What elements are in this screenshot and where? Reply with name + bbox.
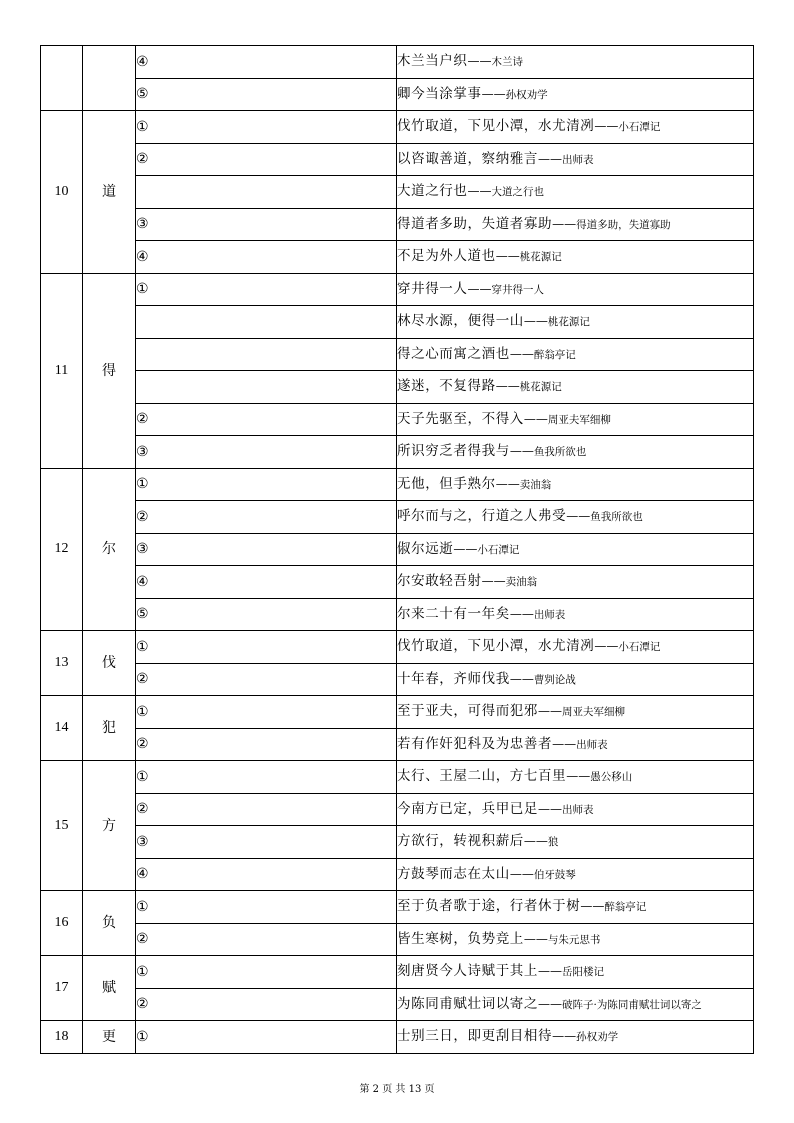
source-separator: —— (594, 119, 619, 134)
example-source: 鱼我所欲也 (533, 446, 587, 459)
source-separator: —— (467, 281, 492, 296)
table-row (41, 826, 754, 859)
source-separator: —— (523, 931, 548, 946)
example-source: 出师表 (562, 803, 594, 816)
table-row (41, 436, 754, 469)
example-sentence: 无他，但手熟尔 (397, 475, 496, 492)
example-sentence: 士别三日，即更刮目相待 (397, 1028, 553, 1045)
example-source: 小石潭记 (477, 543, 520, 556)
meaning-number: ④ (136, 566, 397, 599)
source-separator: —— (538, 704, 562, 719)
example-sentence: 得道者多助，失道者寡助 (397, 215, 553, 232)
example-source: 出师表 (562, 153, 594, 166)
table-row (41, 306, 754, 339)
meaning-number: ① (136, 891, 397, 924)
table-row (41, 501, 754, 534)
source-separator: —— (509, 606, 534, 621)
example-cell (397, 468, 754, 501)
source-separator: —— (580, 899, 605, 914)
example-source: 伯牙鼓琴 (533, 868, 576, 881)
example-cell (397, 273, 754, 306)
source-separator: —— (538, 801, 562, 816)
example-cell (397, 631, 754, 664)
example-sentence: 不足为外人道也 (397, 248, 496, 265)
example-source: 桃花源记 (547, 316, 590, 329)
example-sentence: 为陈同甫赋壮词以寄之 (397, 995, 538, 1012)
example-cell (397, 371, 754, 404)
meaning-number: ① (136, 956, 397, 989)
source-separator: —— (552, 216, 577, 231)
table-row (41, 338, 754, 371)
example-sentence: 穿井得一人 (397, 280, 468, 297)
example-sentence: 至于亚夫，可得而犯邪 (397, 703, 538, 720)
table-row (41, 631, 754, 664)
meaning-number (136, 306, 397, 339)
meaning-number: ④ (136, 46, 397, 79)
table-row (41, 956, 754, 989)
entry-number: 13 (41, 631, 83, 696)
example-cell (397, 78, 754, 111)
example-cell (397, 403, 754, 436)
table-row (41, 241, 754, 274)
example-source: 木兰诗 (491, 56, 523, 69)
example-cell (397, 338, 754, 371)
example-cell (397, 306, 754, 339)
example-cell (397, 761, 754, 794)
example-cell (397, 566, 754, 599)
source-separator: —— (495, 249, 520, 264)
example-source: 小石潭记 (618, 121, 661, 134)
example-sentence: 木兰当户织 (397, 53, 468, 70)
example-cell (397, 858, 754, 891)
example-source: 愚公移山 (590, 771, 633, 784)
example-source: 小石潭记 (618, 641, 661, 654)
table-row (41, 988, 754, 1021)
entry-character: 更 (83, 1021, 136, 1054)
meaning-number: ③ (136, 436, 397, 469)
example-source: 卖油翁 (505, 576, 538, 589)
meaning-number: ③ (136, 533, 397, 566)
meaning-number: ② (136, 663, 397, 696)
example-sentence: 若有作奸犯科及为忠善者 (397, 735, 553, 752)
table-row (41, 371, 754, 404)
example-cell (397, 241, 754, 274)
table-row (41, 663, 754, 696)
example-source: 桃花源记 (519, 381, 562, 394)
table-row (41, 111, 754, 144)
table-row (41, 46, 754, 79)
entry-character: 道 (83, 111, 136, 274)
meaning-number (136, 176, 397, 209)
meaning-number: ⑤ (136, 78, 397, 111)
table-row (41, 1021, 754, 1054)
source-separator: —— (566, 769, 591, 784)
entry-number: 12 (41, 468, 83, 631)
example-sentence: 呼尔而与之，行道之人弗受 (397, 508, 567, 525)
table-row (41, 208, 754, 241)
example-source: 狼 (547, 836, 559, 849)
source-separator: —— (481, 574, 506, 589)
entry-number (41, 46, 83, 111)
entry-number: 17 (41, 956, 83, 1021)
source-separator: —— (509, 671, 534, 686)
source-separator: —— (453, 541, 478, 556)
example-sentence: 所识穷乏者得我与 (397, 443, 510, 460)
example-sentence: 大道之行也 (397, 183, 468, 200)
example-cell (397, 598, 754, 631)
entry-character: 犯 (83, 696, 136, 761)
entry-character: 赋 (83, 956, 136, 1021)
entry-character: 伐 (83, 631, 136, 696)
meaning-number: ② (136, 143, 397, 176)
example-cell (397, 793, 754, 826)
entry-number: 11 (41, 273, 83, 468)
vocabulary-table (40, 45, 754, 1054)
example-sentence: 林尽水源，便得一山 (397, 313, 524, 330)
meaning-number: ② (136, 793, 397, 826)
entry-number: 18 (41, 1021, 83, 1054)
meaning-number: ③ (136, 208, 397, 241)
source-separator: —— (509, 866, 534, 881)
meaning-number: ④ (136, 241, 397, 274)
example-sentence: 太行、王屋二山，方七百里 (397, 768, 567, 785)
example-source: 周亚夫军细柳 (547, 413, 611, 426)
meaning-number: ④ (136, 858, 397, 891)
example-sentence: 尔安敢轻吾射 (397, 573, 482, 590)
example-cell (397, 891, 754, 924)
example-cell (397, 826, 754, 859)
table-row (41, 78, 754, 111)
example-sentence: 至于负者歌于途，行者休于树 (397, 898, 581, 915)
source-separator: —— (467, 54, 492, 69)
entry-character: 负 (83, 891, 136, 956)
example-cell (397, 1021, 754, 1054)
entry-number: 14 (41, 696, 83, 761)
source-separator: —— (523, 411, 548, 426)
meaning-number: ① (136, 696, 397, 729)
meaning-number: ② (136, 988, 397, 1021)
source-separator: —— (552, 1029, 577, 1044)
example-sentence: 以咨诹善道，察纳雅言 (397, 150, 538, 167)
example-source: 桃花源记 (519, 251, 562, 264)
example-sentence: 刻唐贤今人诗赋于其上 (397, 963, 538, 980)
table-row (41, 566, 754, 599)
meaning-number: ① (136, 111, 397, 144)
example-cell (397, 436, 754, 469)
example-source: 醉翁亭记 (533, 348, 576, 361)
meaning-number: ② (136, 728, 397, 761)
example-cell (397, 663, 754, 696)
entry-character: 得 (83, 273, 136, 468)
table-row (41, 728, 754, 761)
table-row (41, 858, 754, 891)
example-source: 穿井得一人 (491, 283, 544, 296)
example-source: 鱼我所欲也 (590, 511, 643, 524)
example-cell (397, 533, 754, 566)
source-separator: —— (552, 736, 577, 751)
example-source: 与朱元思书 (547, 933, 601, 946)
example-sentence: 遂迷，不复得路 (397, 378, 496, 395)
example-sentence: 天子先驱至，不得入 (397, 410, 524, 427)
example-source: 曹刿论战 (533, 673, 576, 686)
example-cell (397, 111, 754, 144)
example-cell (397, 143, 754, 176)
example-source: 醉翁亭记 (604, 901, 647, 914)
example-sentence: 尔来二十有一年矣 (397, 605, 510, 622)
meaning-number: ③ (136, 826, 397, 859)
example-source: 破阵子·为陈同甫赋壮词以寄之 (562, 998, 702, 1011)
table-row (41, 598, 754, 631)
meaning-number (136, 371, 397, 404)
source-separator: —— (509, 346, 534, 361)
example-source: 出师表 (576, 738, 608, 751)
entry-number: 15 (41, 761, 83, 891)
source-separator: —— (523, 834, 548, 849)
example-cell (397, 501, 754, 534)
table-row (41, 533, 754, 566)
table-row (41, 761, 754, 794)
source-separator: —— (509, 444, 534, 459)
meaning-number: ⑤ (136, 598, 397, 631)
example-cell (397, 46, 754, 79)
example-sentence: 今南方已定，兵甲已足 (397, 800, 538, 817)
table-row (41, 468, 754, 501)
table-row (41, 696, 754, 729)
source-separator: —— (566, 509, 591, 524)
table-row (41, 891, 754, 924)
meaning-number: ① (136, 631, 397, 664)
meaning-number: ② (136, 923, 397, 956)
meaning-number: ① (136, 761, 397, 794)
entry-number: 10 (41, 111, 83, 274)
page-footer: 第 2 页 共 13 页 (359, 1084, 435, 1095)
vocabulary-table-body (41, 46, 754, 1054)
source-separator: —— (523, 314, 548, 329)
example-sentence: 卿今当涂掌事 (397, 85, 482, 102)
example-source: 孙权劝学 (505, 88, 548, 101)
example-cell (397, 208, 754, 241)
example-sentence: 方鼓琴而志在太山 (397, 865, 510, 882)
entry-character: 方 (83, 761, 136, 891)
meaning-number: ② (136, 403, 397, 436)
example-sentence: 方欲行，转视积薪后 (397, 833, 524, 850)
example-sentence: 伐竹取道，下见小潭，水尤清冽 (397, 118, 595, 135)
table-row (41, 403, 754, 436)
table-row (41, 143, 754, 176)
example-sentence: 伐竹取道，下见小潭，水尤清冽 (397, 638, 595, 655)
example-source: 大道之行也 (491, 186, 544, 199)
example-cell (397, 923, 754, 956)
example-source: 卖油翁 (519, 478, 552, 491)
example-source: 周亚夫军细柳 (562, 706, 625, 719)
example-source: 孙权劝学 (576, 1031, 619, 1044)
entry-character (83, 46, 136, 111)
table-row (41, 793, 754, 826)
example-cell (397, 696, 754, 729)
source-separator: —— (467, 184, 492, 199)
table-row (41, 273, 754, 306)
source-separator: —— (538, 964, 562, 979)
meaning-number: ① (136, 1021, 397, 1054)
example-sentence: 皆生寒树，负势竞上 (397, 930, 524, 947)
meaning-number (136, 338, 397, 371)
example-source: 出师表 (533, 608, 566, 621)
entry-character: 尔 (83, 468, 136, 631)
meaning-number: ① (136, 468, 397, 501)
table-row (41, 176, 754, 209)
source-separator: —— (538, 151, 562, 166)
example-source: 岳阳楼记 (562, 966, 604, 979)
example-cell (397, 176, 754, 209)
example-cell (397, 956, 754, 989)
example-cell (397, 988, 754, 1021)
example-sentence: 得之心而寓之酒也 (397, 345, 510, 362)
source-separator: —— (495, 476, 520, 491)
source-separator: —— (594, 639, 619, 654)
entry-number: 16 (41, 891, 83, 956)
source-separator: —— (495, 379, 520, 394)
source-separator: —— (538, 996, 562, 1011)
example-sentence: 俶尔远逝 (397, 540, 454, 557)
table-row (41, 923, 754, 956)
example-source: 得道多助，失道寡助 (576, 218, 671, 231)
example-cell (397, 728, 754, 761)
meaning-number: ② (136, 501, 397, 534)
meaning-number: ① (136, 273, 397, 306)
example-sentence: 十年春，齐师伐我 (397, 670, 510, 687)
source-separator: —— (481, 86, 506, 101)
